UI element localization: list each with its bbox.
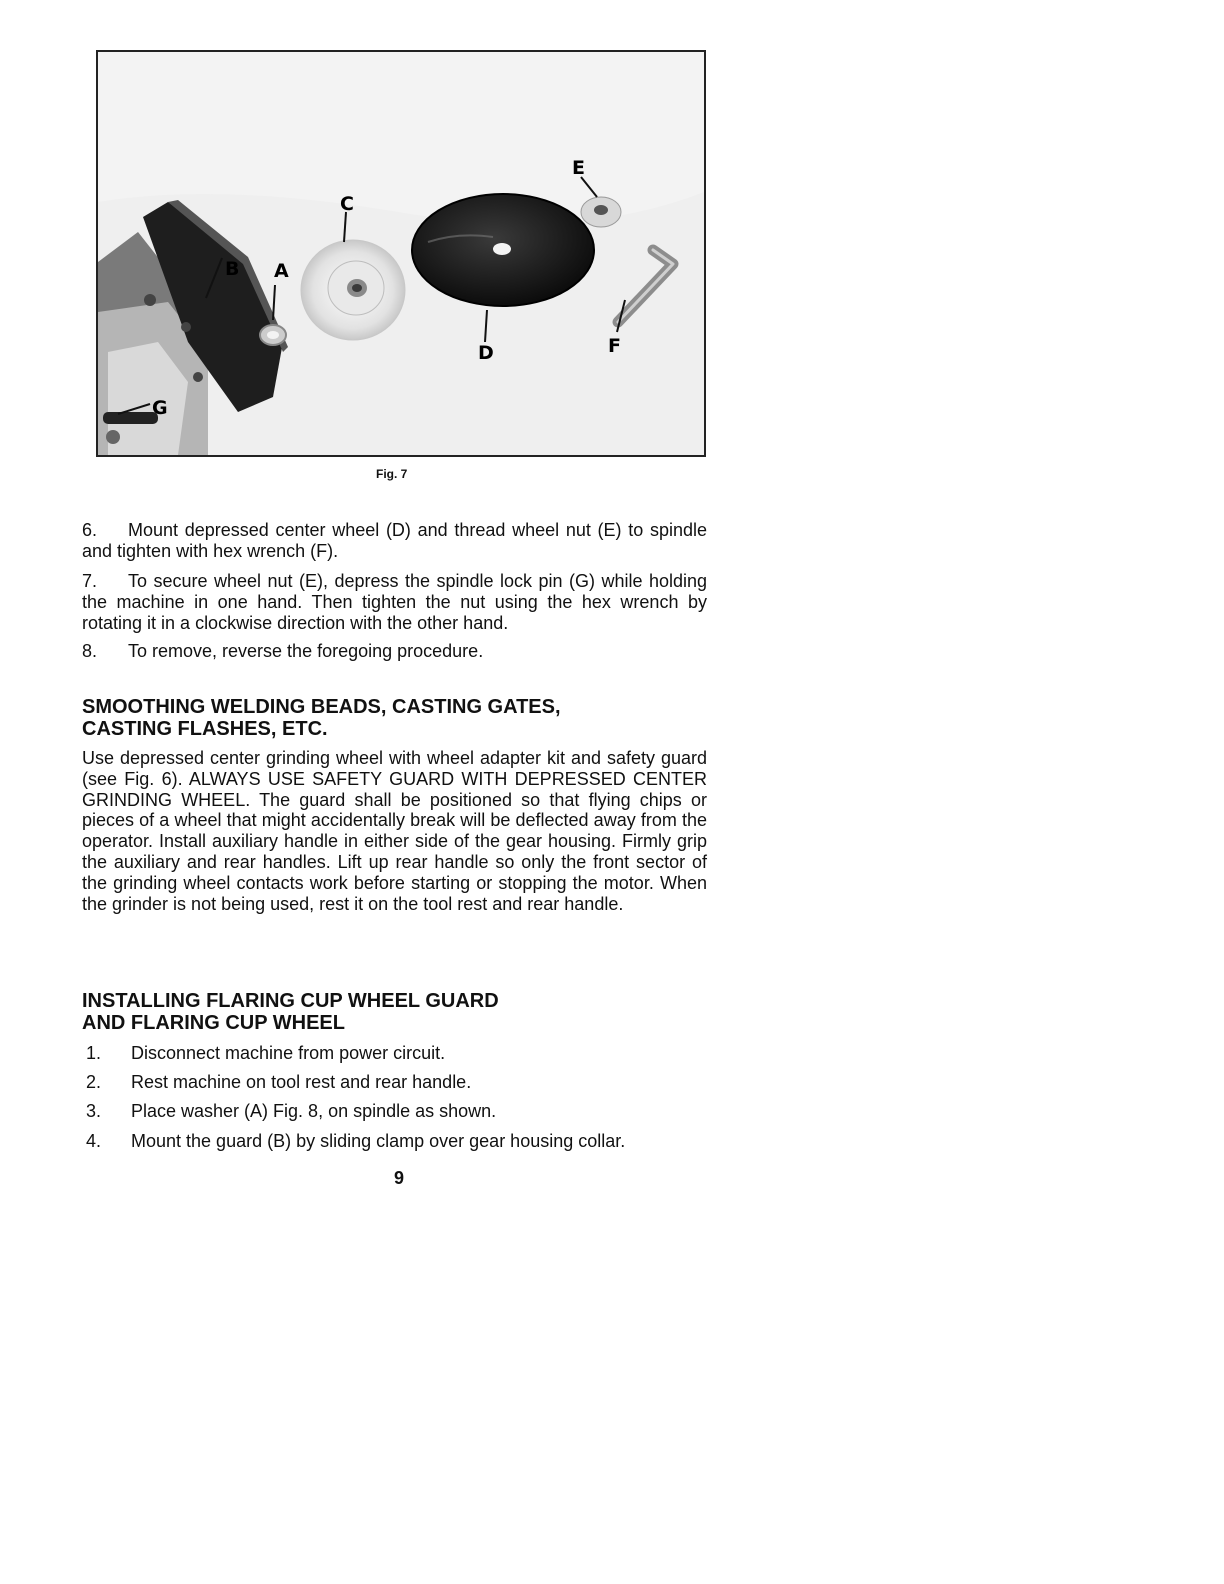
adapter-flange-c bbox=[301, 240, 405, 340]
smoothing-paragraph: Use depressed center grinding wheel with wheel adapter kit and safety guard (see Fig. 6). ALWAYS USE SAFETY GUARD WITH DEPRESSED CENTER GRINDING WHEEL. The guard shall be positioned so that flying chips or pieces of a wheel that might accidentally break will be deflected away from the operator. Install auxiliary handle in either side of the gear housing. Firmly grip the auxiliary and rear handles. Lift up rear handle so only the front sector of the grinding wheel contacts work before starting or stopping the motor. When the grinder is not being used, rest it on the tool rest and rear handle. bbox=[82, 748, 707, 914]
heading-line: INSTALLING FLARING CUP WHEEL GUARD bbox=[82, 990, 499, 1012]
figure-7-photo bbox=[96, 50, 706, 457]
label-a: A bbox=[274, 260, 289, 282]
heading-line: SMOOTHING WELDING BEADS, CASTING GATES, bbox=[82, 696, 561, 718]
item-number: 1. bbox=[86, 1043, 102, 1063]
label-c: C bbox=[340, 193, 354, 215]
step-8 bbox=[82, 641, 707, 662]
item-text: Place washer (A) Fig. 8, on spindle as shown. bbox=[131, 1101, 497, 1121]
label-d: D bbox=[478, 342, 494, 364]
item-text: Mount the guard (B) by sliding clamp over gear housing collar. bbox=[131, 1131, 626, 1151]
step-text: To secure wheel nut (E), depress the spindle lock pin (G) while holding the machine in one hand. Then tighten the nut using the hex wrench by rotating it in a clockwise direction with the other hand. bbox=[82, 571, 707, 633]
item-number: 4. bbox=[86, 1131, 102, 1151]
list-item bbox=[86, 1043, 726, 1064]
label-e: E bbox=[572, 157, 585, 179]
figure-caption: Fig. 7 bbox=[376, 467, 408, 481]
label-g: G bbox=[152, 397, 168, 419]
item-text: Rest machine on tool rest and rear handle. bbox=[131, 1072, 472, 1092]
item-text: Disconnect machine from power circuit. bbox=[131, 1043, 446, 1063]
page-number: 9 bbox=[394, 1168, 405, 1188]
step-number: 6. bbox=[82, 520, 98, 540]
section-heading-flaring-cup bbox=[82, 990, 722, 1034]
step-text: To remove, reverse the foregoing procedure. bbox=[128, 641, 484, 661]
step-7 bbox=[82, 571, 707, 634]
grinder-parts-illustration bbox=[98, 52, 704, 455]
step-text: Mount depressed center wheel (D) and thread wheel nut (E) to spindle and tighten with hex wrench (F). bbox=[82, 520, 707, 561]
list-item bbox=[86, 1072, 726, 1093]
step-number: 8. bbox=[82, 641, 98, 661]
item-number: 2. bbox=[86, 1072, 102, 1092]
wheel-nut-e bbox=[581, 197, 621, 227]
heading-line: AND FLARING CUP WHEEL bbox=[82, 1012, 345, 1034]
list-item bbox=[86, 1101, 726, 1122]
step-6 bbox=[82, 520, 707, 562]
grinding-wheel-d bbox=[412, 194, 594, 306]
item-number: 3. bbox=[86, 1101, 102, 1121]
step-number: 7. bbox=[82, 571, 98, 591]
label-b: B bbox=[225, 258, 240, 280]
section-heading-smoothing bbox=[82, 696, 722, 740]
list-item bbox=[86, 1131, 726, 1152]
heading-line: CASTING FLASHES, ETC. bbox=[82, 718, 328, 740]
label-f: F bbox=[608, 335, 621, 357]
washer-a bbox=[260, 325, 286, 345]
